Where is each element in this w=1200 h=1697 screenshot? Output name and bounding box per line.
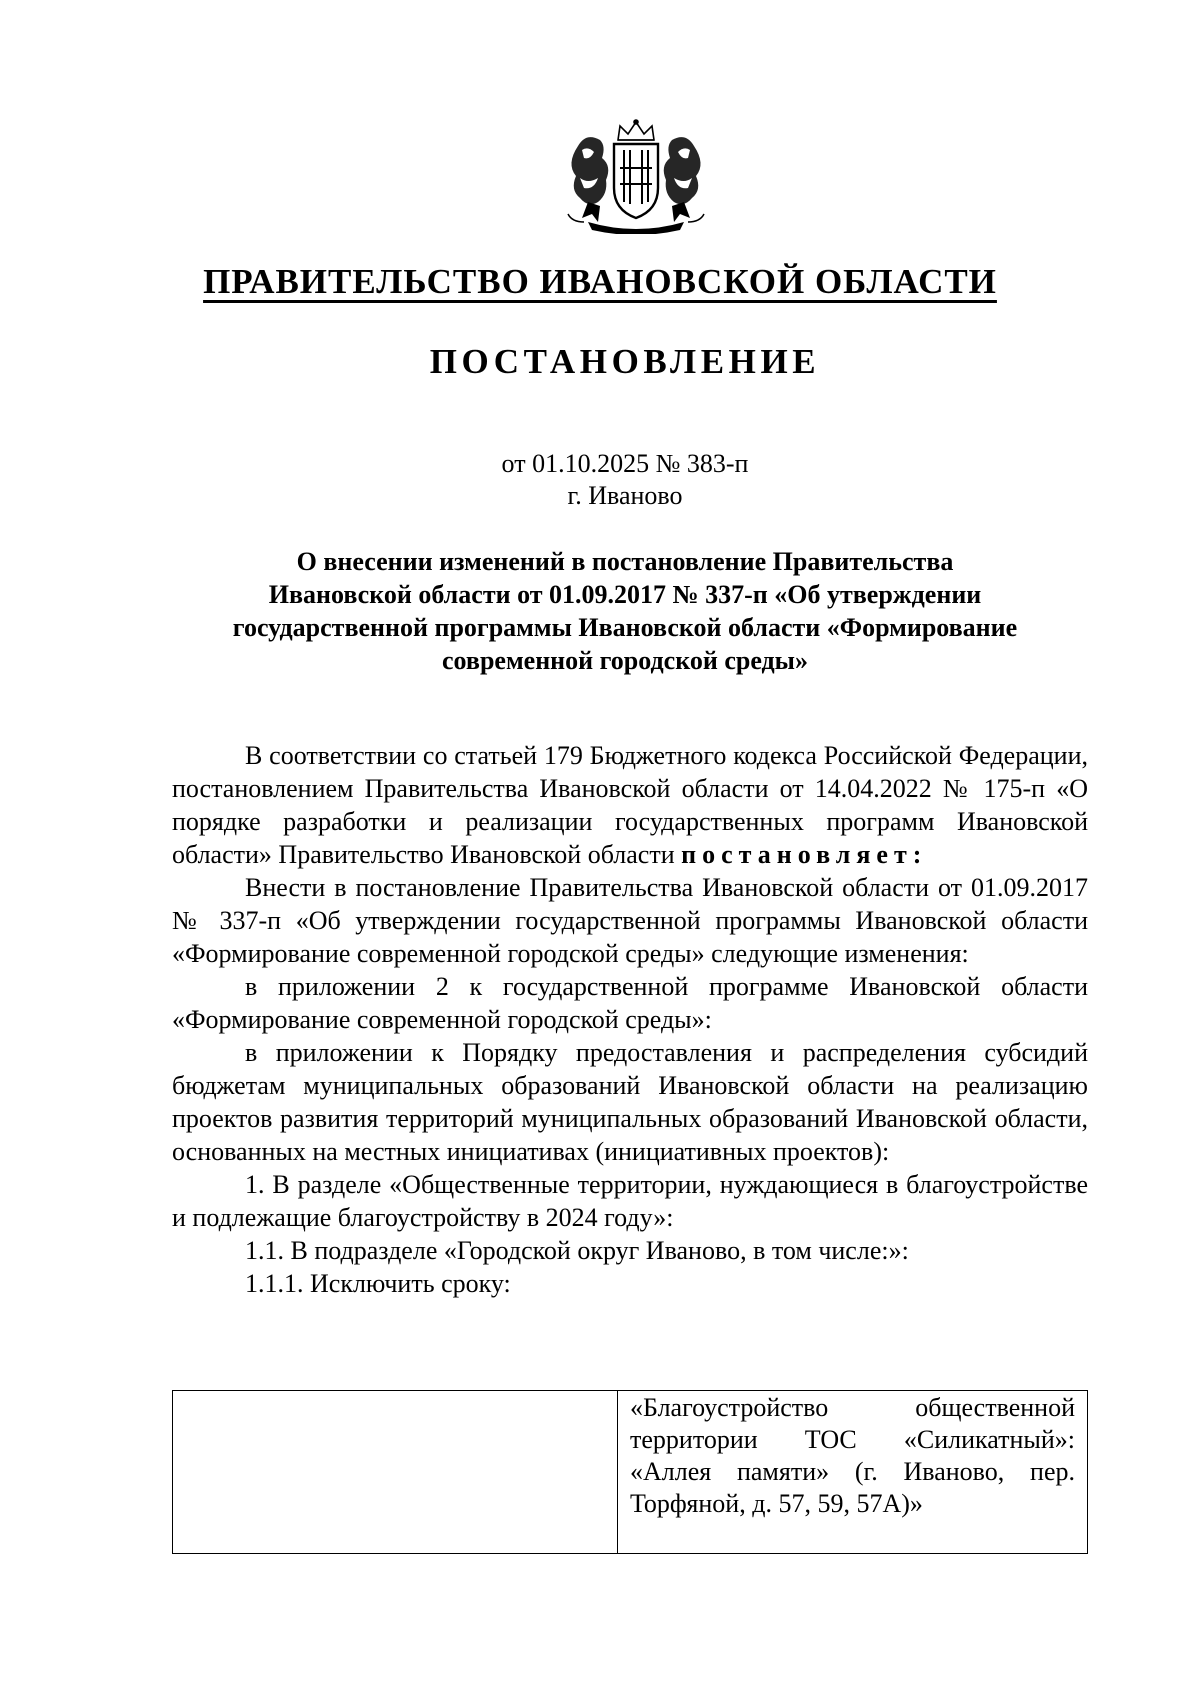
document-subject xyxy=(170,545,1080,677)
table-row xyxy=(173,1391,1088,1554)
document-type: ПОСТАНОВЛЕНИЕ xyxy=(429,342,821,381)
body-paragraph: в приложении 2 к государственной программе Ивановской области «Формирование современной городской среды»: xyxy=(172,972,1088,1034)
body-paragraph: Внести в постановление Правительства Ивановской области от 01.09.2017 № 337-п «Об утверждении государственной программы Ивановской области «Формирование современной городской среды» следующие изменения: xyxy=(172,873,1088,968)
city: г. Иваново xyxy=(567,481,683,510)
body-paragraph: 1.1.1. Исключить сроку: xyxy=(245,1269,511,1298)
table-cell-right: «Благоустройство общественной территории ТОС «Силикатный»: «Аллея памяти» (г. Иваново, пер. Торфяной, д. 57, 59, 57А)» xyxy=(618,1391,1088,1554)
preamble-text: В соответствии со статьей 179 Бюджетного кодекса Российской Федерации, постановлением Правительства Ивановской области от 14.04.2022 № 175-п «О порядке разработки и реализации государственных программ Ивановской области» Правительство Ивановской области xyxy=(172,741,1088,869)
table-cell-left xyxy=(173,1391,618,1554)
document-body xyxy=(172,739,1088,1300)
body-paragraph: 1. В разделе «Общественные территории, нуждающиеся в благоустройстве и подлежащие благоустройству в 2024 году»: xyxy=(172,1170,1088,1232)
document-meta xyxy=(0,448,1200,512)
subject-line: современной городской среды» xyxy=(442,646,808,675)
excluded-row-table xyxy=(172,1390,1088,1554)
subject-line: Ивановской области от 01.09.2017 № 337-п «Об утверждении xyxy=(268,580,982,609)
subject-line: государственной программы Ивановской области «Формирование xyxy=(232,613,1018,642)
subject-line: О внесении изменений в постановление Правительства xyxy=(296,547,954,576)
preamble-paragraph xyxy=(172,739,1088,871)
resolves-word: постановляет: xyxy=(681,840,928,869)
coat-of-arms-icon xyxy=(558,118,714,234)
organization-title: ПРАВИТЕЛЬСТВО ИВАНОВСКОЙ ОБЛАСТИ xyxy=(203,262,997,301)
body-paragraph: в приложении к Порядку предоставления и распределения субсидий бюджетам муниципальных образований Ивановской области на реализацию проектов развития территорий муниципальных образований Ивановской области, основанных на местных инициативах (инициативных проектов): xyxy=(172,1038,1088,1166)
body-paragraph: 1.1. В подразделе «Городской округ Иваново, в том числе:»: xyxy=(245,1236,909,1265)
date-number: от 01.10.2025 № 383-п xyxy=(501,449,749,478)
